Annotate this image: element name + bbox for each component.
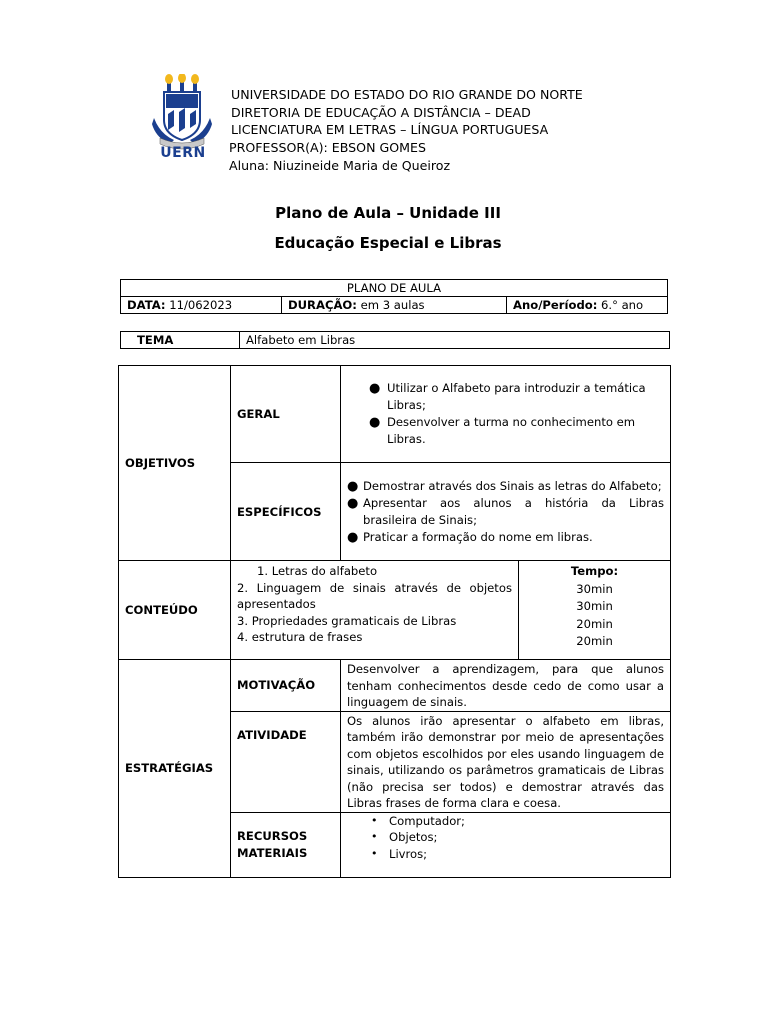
- tema-label: TEMA: [121, 332, 240, 349]
- plan-heading: PLANO DE AULA: [121, 280, 668, 297]
- geral-cell: [341, 366, 671, 463]
- recursos-cell: [341, 812, 671, 877]
- conteudo-item-3: 3. Propriedades gramaticais de Libras: [237, 613, 457, 628]
- list-item: ● Apresentar aos alunos a história da Libras brasileira de Sinais;: [347, 495, 665, 527]
- recursos-label-1: RECURSOS: [237, 828, 308, 843]
- atividade-label: ATIVIDADE: [231, 711, 341, 812]
- year-label: Ano/Período:: [513, 298, 598, 312]
- especificos-list: [347, 478, 664, 546]
- conteudo-label: CONTEÚDO: [119, 561, 231, 660]
- bullet-icon: •: [371, 830, 378, 843]
- header-line-2: DIRETORIA DE EDUCAÇÃO A DISTÂNCIA – DEAD: [231, 105, 531, 120]
- plan-date-cell: [121, 297, 282, 314]
- geral-label: GERAL: [231, 366, 341, 463]
- tema-value: Alfabeto em Libras: [240, 332, 670, 349]
- plan-info-table: [120, 279, 668, 314]
- bullet-icon: ●: [347, 478, 359, 494]
- tempo-value: 30min: [576, 599, 613, 613]
- list-item: ● Praticar a formação do nome em libras.: [347, 529, 593, 545]
- bullet-icon: ●: [369, 415, 381, 430]
- conteudo-cell: [231, 561, 519, 660]
- plan-duration-cell: [282, 297, 507, 314]
- atividade-text: Os alunos irão apresentar o alfabeto em libras, também irão demonstrar por meio de apresentações com objetos escolhidos por eles usando linguagem de sinais, utilizando os parâmetros gramaticais de Libras (não precisa ser todos) e demostrar através das Libras frases de forma clara e coesa.: [341, 711, 671, 812]
- tempo-cell: [519, 561, 671, 660]
- duration-label: DURAÇÃO:: [288, 298, 357, 312]
- especificos-label: ESPECÍFICOS: [231, 463, 341, 561]
- tempo-value: 20min: [576, 634, 613, 648]
- page-subtitle: Educação Especial e Libras: [274, 234, 502, 252]
- geral-list: [367, 380, 662, 448]
- year-value: 6.° ano: [597, 298, 644, 312]
- list-item: ● Utilizar o Alfabeto para introduzir a temática Libras;: [369, 381, 646, 412]
- recursos-label-cell: [231, 812, 341, 877]
- recursos-label-2: MATERIAIS: [237, 845, 308, 860]
- list-item: ● Desenvolver a turma no conhecimento em Libras.: [369, 415, 636, 446]
- header-line-4: PROFESSOR(A): EBSON GOMES: [229, 140, 426, 155]
- conteudo-item-4: 4. estrutura de frases: [237, 630, 363, 644]
- tempo-value: 30min: [576, 581, 613, 596]
- bullet-icon: •: [371, 813, 378, 827]
- uern-logo-text: UERN: [160, 145, 206, 161]
- duration-value: em 3 aulas: [356, 298, 425, 312]
- motivacao-text: Desenvolver a aprendizagem, para que alunos tenham conhecimentos desde cedo de como usar a linguagem de sinais.: [341, 660, 671, 712]
- bullet-icon: •: [371, 846, 378, 860]
- header-line-1: UNIVERSIDADE DO ESTADO DO RIO GRANDE DO NORTE: [231, 87, 583, 102]
- header-line-5: Aluna: Niuzineide Maria de Queiroz: [229, 158, 451, 173]
- tempo-label: Tempo:: [570, 564, 619, 578]
- estrategias-label: ESTRATÉGIAS: [119, 660, 231, 878]
- header-line-3: LICENCIATURA EM LETRAS – LÍNGUA PORTUGUESA: [231, 122, 549, 137]
- list-item: • Computador;: [371, 813, 465, 828]
- date-label: DATA:: [127, 298, 166, 312]
- date-value: 11/062023: [165, 298, 233, 312]
- list-item: • Objetos;: [371, 830, 438, 844]
- bullet-icon: ●: [347, 529, 359, 545]
- motivacao-label: MOTIVAÇÃO: [231, 660, 341, 712]
- page-title: Plano de Aula – Unidade III: [275, 204, 501, 222]
- main-plan-table: [118, 365, 671, 878]
- tema-table: [120, 331, 670, 349]
- objetivos-label: OBJETIVOS: [119, 366, 231, 561]
- conteudo-item-1: 1. Letras do alfabeto: [257, 564, 378, 578]
- bullet-icon: ●: [369, 381, 381, 396]
- recursos-list: [369, 813, 664, 863]
- list-item: ● Demostrar através dos Sinais as letras do Alfabeto;: [347, 478, 662, 494]
- conteudo-item-2: 2. Linguagem de sinais através de objetos apresentados: [237, 580, 512, 611]
- list-item: • Livros;: [371, 846, 428, 861]
- tempo-value: 20min: [576, 616, 613, 631]
- especificos-cell: [341, 463, 671, 561]
- plan-year-cell: [507, 297, 668, 314]
- bullet-icon: ●: [347, 495, 359, 511]
- uern-logo: [150, 74, 214, 164]
